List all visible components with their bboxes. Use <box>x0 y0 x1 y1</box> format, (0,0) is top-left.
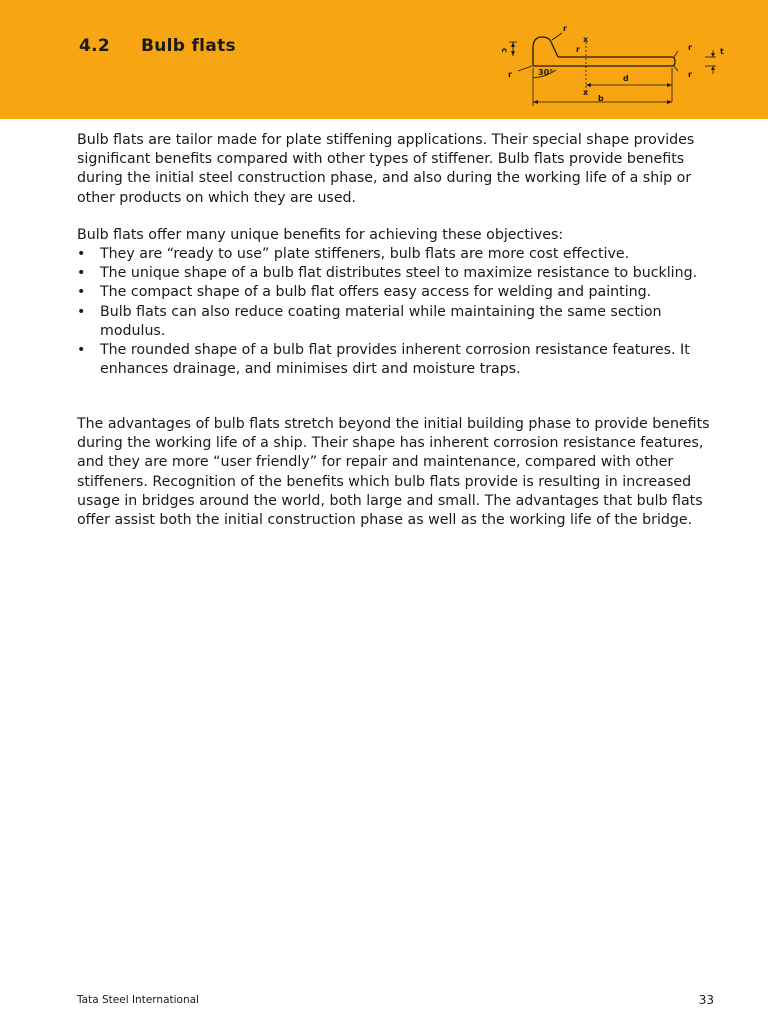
bullet-marker: • <box>77 303 86 320</box>
diagram-label-t: t <box>720 47 724 56</box>
diagram-label-r-top: r <box>563 24 567 33</box>
list-item-text: They are “ready to use” plate stiffeners, bulb flats are more cost effective. <box>100 246 630 262</box>
list-item-text: The compact shape of a bulb flat offers easy access for welding and painting. <box>100 284 652 301</box>
diagram-label-r-left: r <box>508 70 512 79</box>
diagram-label-r-right-bottom: r <box>688 70 692 79</box>
benefits-list <box>77 245 717 379</box>
diagram-label-angle: 30° <box>538 68 554 77</box>
intro-paragraph: Bulb flats are tailor made for plate stiffening applications. Their special shape provides significant benefits compared with other types of stiffener. Bulb flats provide benefits during the initial steel construction phase, and also during the working life of a ship or other products on which they are used. <box>77 132 695 206</box>
bullet-marker: • <box>77 342 86 359</box>
list-item <box>77 264 717 283</box>
list-item-text: The rounded shape of a bulb flat provides inherent corrosion resistance features. It enhances drainage, and minimises dirt and moisture traps. <box>100 342 690 378</box>
bulb-flat-profile-diagram <box>500 20 730 110</box>
advantages-paragraph: The advantages of bulb flats stretch beyond the initial building phase to provide benefits during the working life of a ship. Their shape has inherent corrosion resistance features, and they are more “user friendly” for repair and maintenance, compared with other stiffeners. Recognition of the benefits which bulb flats provide is resulting in increased usage in bridges around the world, both large and small. The advantages that bulb flats offer assist both the initial construction phase as well as the working life of the bridge. <box>77 416 710 529</box>
diagram-label-r-inner: r <box>576 45 580 54</box>
diagram-label-c: c <box>500 48 509 53</box>
page-number: 33 <box>698 993 714 1007</box>
list-item-text: The unique shape of a bulb flat distributes steel to maximize resistance to buckling. <box>100 265 698 282</box>
benefits-intro: Bulb flats offer many unique benefits for achieving these objectives: <box>77 227 564 243</box>
diagram-label-b: b <box>598 94 604 103</box>
list-item-text: Bulb flats can also reduce coating material while maintaining the same section modulus. <box>100 303 662 339</box>
bullet-marker: • <box>77 284 86 301</box>
diagram-label-d: d <box>623 74 629 83</box>
list-item <box>77 283 717 302</box>
list-item <box>77 245 717 264</box>
diagram-label-r-right-top: r <box>688 43 692 52</box>
bulb-flat-outline <box>533 37 675 66</box>
section-number: 4.2 <box>79 36 111 56</box>
footer-publisher: Tata Steel International <box>77 994 199 1006</box>
bullet-marker: • <box>77 246 86 262</box>
bullet-marker: • <box>77 265 86 282</box>
diagram-label-x-top: x <box>583 35 589 44</box>
list-item <box>77 341 717 379</box>
list-item <box>77 303 717 341</box>
section-title: Bulb flats <box>141 36 236 56</box>
diagram-label-x-bottom: x <box>583 88 589 97</box>
